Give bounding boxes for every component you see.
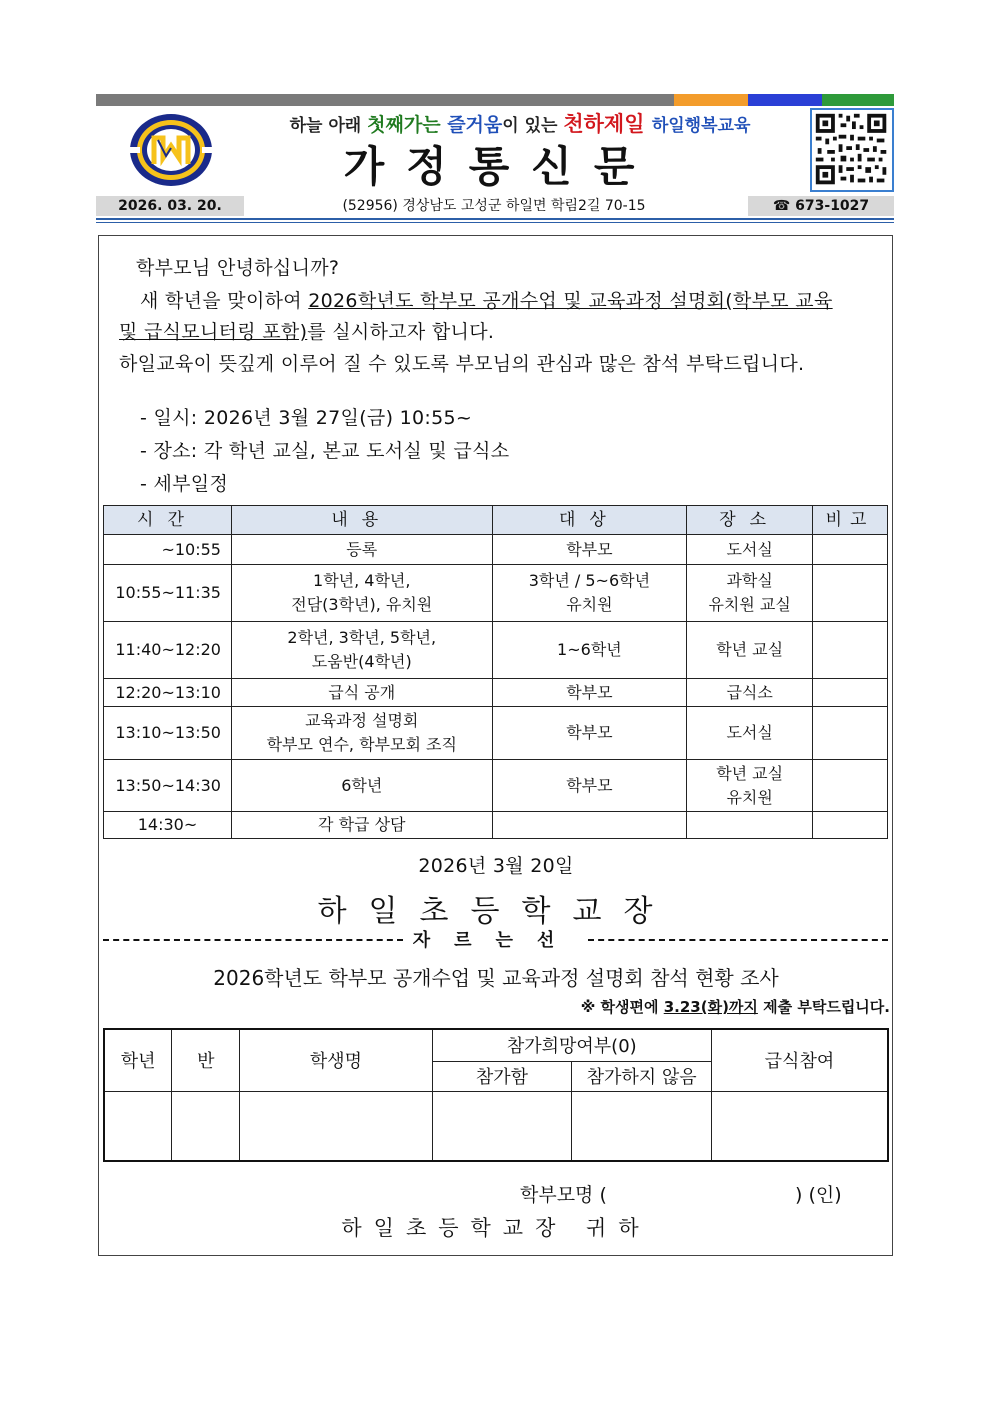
col-header-content: 내용	[231, 506, 492, 535]
table-row: 13:10~13:50 교육과정 설명회 학부모 연수, 학부모회 조직 학부모 도서실	[104, 707, 888, 760]
col-header-target: 대상	[492, 506, 687, 535]
survey-col-wish: 참가희망여부(0)	[432, 1029, 711, 1061]
cut-line-label: 자르는선	[412, 930, 579, 951]
col-header-note: 비고	[813, 506, 888, 535]
survey-title: 2026학년도 학부모 공개수업 및 교육과정 설명회 참석 현황 조사	[213, 966, 779, 990]
color-bar-green	[822, 94, 894, 106]
meal-entry[interactable]	[711, 1091, 888, 1161]
not-attend-entry[interactable]	[572, 1091, 712, 1161]
school-logo-icon	[128, 112, 214, 188]
survey-header-row	[104, 1029, 888, 1061]
survey-col-name: 학생명	[240, 1029, 432, 1091]
schedule-table	[103, 505, 888, 839]
event-detail-heading: - 세부일정	[140, 473, 229, 495]
survey-col-attend: 참가함	[432, 1061, 572, 1091]
page-title: 가정통신문	[343, 142, 657, 191]
cut-line-dash-right	[588, 939, 888, 941]
survey-entry-row	[104, 1091, 888, 1161]
col-header-place: 장소	[687, 506, 813, 535]
school-address: (52956) 경상남도 고성군 하일면 학림2길 70-15	[342, 198, 646, 214]
intro-line-2: 및 급식모니터링 포함)를 실시하고자 합니다.	[119, 321, 495, 343]
intro-line-1: 새 학년을 맞이하여 2026학년도 학부모 공개수업 및 교육과정 설명회(학부모 교육	[140, 290, 833, 312]
attend-entry[interactable]	[432, 1091, 572, 1161]
table-row: 12:20~13:10 급식 공개 학부모 급식소	[104, 679, 888, 707]
grade-entry[interactable]	[104, 1091, 172, 1161]
principal-name: 하일초등학교장	[317, 894, 675, 929]
survey-col-not-attend: 참가하지 않음	[572, 1061, 712, 1091]
table-row: ~10:55 등록 학부모 도서실	[104, 535, 888, 565]
survey-col-meal: 급식참여	[711, 1029, 888, 1091]
addressee: 하일초등학교장 귀하	[341, 1216, 651, 1240]
table-row: 14:30~ 각 학급 상담	[104, 812, 888, 839]
qr-code-icon	[810, 108, 894, 192]
event-place: - 장소: 각 학년 교실, 본교 도서실 및 급식소	[140, 440, 510, 462]
submission-note: ※ 학생편에 3.23(화)까지 제출 부탁드립니다.	[580, 998, 890, 1016]
cut-line	[103, 926, 888, 952]
header-rule	[96, 218, 894, 220]
color-bar-gray	[96, 94, 674, 106]
intro-line-3: 하일교육이 뜻깊게 이루어 질 수 있도록 부모님의 관심과 많은 참석 부탁드립니다.	[119, 353, 805, 375]
header-color-bar	[96, 94, 894, 106]
attendance-survey-table	[103, 1028, 889, 1162]
header-slogan: 하늘 아래 첫째가는 즐거움이 있는 천하제일 하일행복교육	[289, 112, 751, 136]
greeting: 학부모님 안녕하십니까?	[136, 257, 340, 279]
parent-seal-label: ) (인)	[795, 1184, 842, 1206]
header-info-line	[96, 196, 894, 216]
survey-col-grade: 학년	[104, 1029, 172, 1091]
header-rule-thin	[96, 222, 894, 223]
color-bar-blue	[748, 94, 822, 106]
schedule-header-row	[104, 506, 888, 535]
table-row: 13:50~14:30 6학년 학부모 학년 교실 유치원	[104, 760, 888, 812]
table-row: 10:55~11:35 1학년, 4학년, 전담(3학년), 유치원 3학년 / 5~6학년 유치원 과학실 유치원 교실	[104, 565, 888, 622]
survey-col-class: 반	[172, 1029, 240, 1091]
table-row: 11:40~12:20 2학년, 3학년, 5학년, 도움반(4학년) 1~6학년 학년 교실	[104, 622, 888, 679]
name-entry[interactable]	[240, 1091, 432, 1161]
sign-date: 2026년 3월 20일	[418, 855, 574, 877]
issue-date: 2026. 03. 20.	[96, 196, 244, 216]
color-bar-orange	[674, 94, 748, 106]
class-entry[interactable]	[172, 1091, 240, 1161]
cut-line-dash-left	[103, 939, 403, 941]
parent-name-label: 학부모명 (	[520, 1184, 607, 1206]
school-phone: ☎ 673-1027	[748, 196, 894, 216]
col-header-time: 시간	[104, 506, 232, 535]
event-date: - 일시: 2026년 3월 27일(금) 10:55~	[140, 407, 473, 429]
